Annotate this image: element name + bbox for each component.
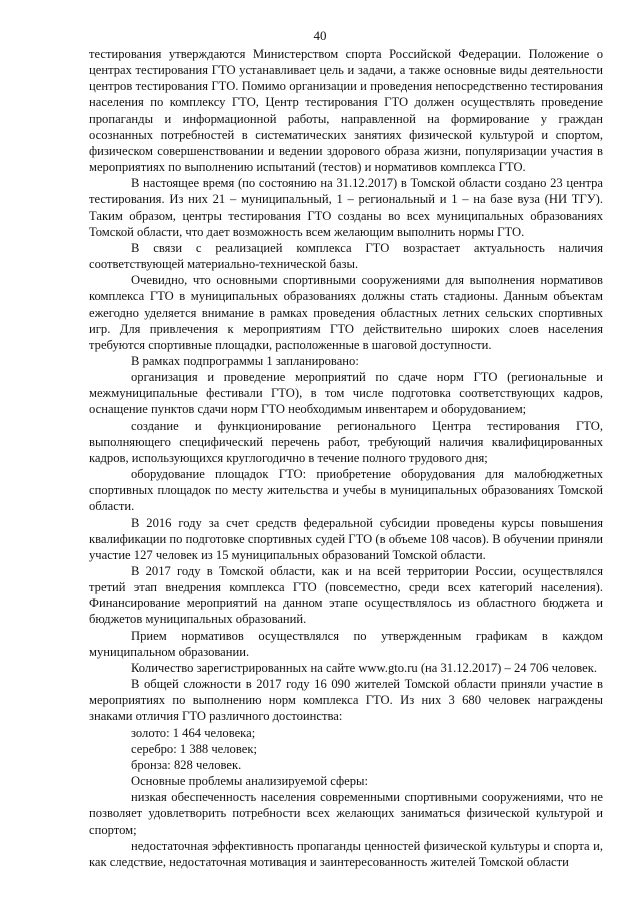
page-body xyxy=(89,46,603,870)
paragraph: Очевидно, что основными спортивными сооружениями для выполнения нормативов комплекса ГТО в муниципальных образованиях должны стать стадионы. Данным объектам ежегодно уделяется внимание в рамках проведения областных летних сельских спортивных игр. Для привлечения к мероприятиям ГТО действительно широких слоев населения требуются спортивные площадки, расположенные в шаговой доступности. xyxy=(89,273,603,352)
paragraph: Основные проблемы анализируемой сферы: xyxy=(131,774,369,789)
list-item: организация и проведение мероприятий по сдаче норм ГТО (региональные и межмуниципальные фестивали ГТО), в том числе подготовка соответствующих кадров, оснащение пунктов сдачи норм ГТО необходимым инвентарем и оборудованием; xyxy=(89,370,603,417)
paragraph: В общей сложности в 2017 году 16 090 жителей Томской области приняли участие в мероприятиях по выполнению норм комплекса ГТО. Из них 3 680 человек награждены знаками отличия ГТО различного достоинства: xyxy=(89,677,603,724)
paragraph: Количество зарегистрированных на сайте www.gto.ru (на 31.12.2017) – 24 706 человек. xyxy=(131,660,597,675)
list-item: оборудование площадок ГТО: приобретение оборудования для малобюджетных спортивных площадок по месту жительства и учебы в муниципальных образованиях Томской области. xyxy=(89,467,603,514)
paragraph: В рамках подпрограммы 1 запланировано: xyxy=(131,353,359,368)
list-item: золото: 1 464 человека; xyxy=(131,725,256,740)
paragraph: В 2017 году в Томской области, как и на всей территории России, осуществлялся третий этап внедрения комплекса ГТО (повсеместно, среди всех категорий населения). Финансирование мероприятий на данном этапе осуществлялось из областного бюджета и бюджетов муниципальных образований. xyxy=(89,564,603,627)
list-item: недостаточная эффективность пропаганды ценностей физической культуры и спорта и, как следствие, недостаточная мотивация и заинтересованность жителей Томской области xyxy=(89,838,603,869)
list-item: серебро: 1 388 человек; xyxy=(131,741,257,756)
list-item: бронза: 828 человек. xyxy=(131,757,242,772)
paragraph: Прием нормативов осуществлялся по утвержденным графикам в каждом муниципальном образовании. xyxy=(89,628,603,659)
paragraph: В настоящее время (по состоянию на 31.12.2017) в Томской области создано 23 центра тестирования. Из них 21 – муниципальный, 1 – региональный и 1 – на базе вуза (НИ ТГУ). Таким образом, центры тестирования ГТО созданы во всех муниципальных образованиях Томской области, что дает возможность всем желающим выполнить нормы ГТО. xyxy=(89,176,603,239)
list-item: низкая обеспеченность населения современными спортивными сооружениями, что не позволяет удовлетворить потребности всех желающих заниматься физической культурой и спортом; xyxy=(89,790,603,837)
paragraph: В связи с реализацией комплекса ГТО возрастает актуальность наличия соответствующей материально-технической базы. xyxy=(89,240,603,272)
list-item: создание и функционирование регионального Центра тестирования ГТО, выполняющего специфический перечень работ, требующий наличия квалифицированных кадров, использующихся круглогодично в течение полного трудового дня; xyxy=(89,418,603,465)
paragraph: тестирования утверждаются Министерством спорта Российской Федерации. Положение о центрах тестирования ГТО устанавливает цель и задачи, а также основные виды деятельности центров тестирования ГТО. Помимо организации и проведения непосредственно тестирования населения по комплексу ГТО, Центр тестирования ГТО должен осуществлять проведение пропаганды и информационной работы, направленной на формирование у граждан осознанных потребностей в систематических занятиях физической культурой и спортом, физическом совершенствовании и ведении здорового образа жизни, популяризации участия в мероприятиях по выполнению испытаний (тестов) и нормативов комплекса ГТО. xyxy=(89,47,603,175)
paragraph: В 2016 году за счет средств федеральной субсидии проведены курсы повышения квалификации по подготовке спортивных судей ГТО (в объеме 108 часов). В обучении приняли участие 127 человек из 15 муниципальных образований Томской области. xyxy=(89,515,603,562)
page-number: 40 xyxy=(313,28,327,43)
